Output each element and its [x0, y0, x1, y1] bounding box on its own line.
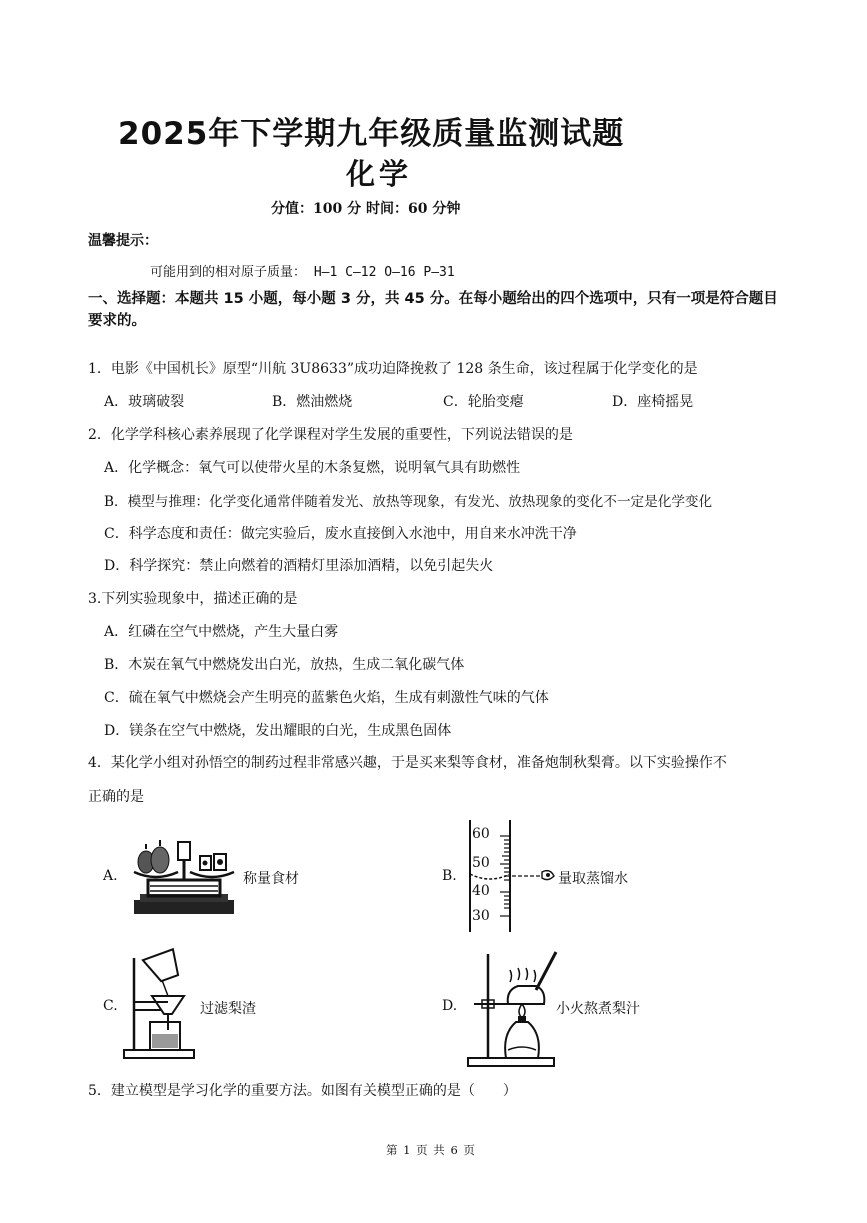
- cylinder-mark-50: 50: [472, 855, 490, 871]
- q2-option-d: D．科学探究：禁止向燃着的酒精灯里添加酒精，以免引起失火: [104, 558, 494, 574]
- cylinder-mark-30: 30: [472, 908, 490, 924]
- question-1-stem: 1．电影《中国机长》原型“川航 3U8633”成功迫降挽救了 128 条生命，该过程属于化学变化的是: [88, 361, 698, 377]
- q3-option-d: D．镁条在空气中燃烧，发出耀眼的白光，生成黑色固体: [104, 723, 452, 739]
- figure-a-label: A.: [103, 868, 118, 884]
- figure-c-label: C.: [103, 998, 118, 1014]
- q3-option-a: A．红磷在空气中燃烧，产生大量白雾: [104, 624, 339, 640]
- figure-d-caption: 小火熬煮梨汁: [556, 1001, 640, 1017]
- q1-option-c: C．轮胎变瘪: [443, 394, 524, 410]
- q2-option-c: C．科学态度和责任：做完实验后，废水直接倒入水池中，用自来水冲洗干净: [104, 526, 577, 542]
- score-time: 分值：100 分 时间：60 分钟: [271, 201, 461, 217]
- atomic-masses: 可能用到的相对原子质量： H—1 C—12 O—16 P—31: [150, 265, 455, 280]
- cylinder-mark-40: 40: [472, 883, 490, 899]
- figure-b-caption: 量取蒸馏水: [558, 871, 628, 887]
- section-heading: 一、选择题：本题共 15 小题，每小题 3 分，共 45 分。在每小题给出的四个选项中，只有一项是符合题目要求的。: [88, 291, 778, 329]
- q1-option-b: B．燃油燃烧: [272, 394, 353, 410]
- alcohol-lamp-heating-icon: [466, 950, 558, 1070]
- figure-b-label: B.: [442, 868, 457, 884]
- cylinder-mark-60: 60: [472, 826, 490, 842]
- q1-option-d: D．座椅摇晃: [612, 394, 694, 410]
- q2-option-b: B．模型与推理：化学变化通常伴随着发光、放热等现象，有发光、放热现象的变化不一定是化学变化: [104, 494, 713, 510]
- figure-d-label: D.: [442, 998, 458, 1014]
- question-4-stem-line2: 正确的是: [88, 789, 144, 805]
- q3-option-c: C．硫在氧气中燃烧会产生明亮的蓝紫色火焰，生成有刺激性气味的气体: [104, 690, 549, 706]
- figure-c-caption: 过滤梨渣: [200, 1001, 256, 1017]
- balance-icon: [128, 832, 240, 918]
- question-2-stem: 2．化学学科核心素养展现了化学课程对学生发展的重要性，下列说法错误的是: [88, 427, 573, 443]
- page-number: 第 1 页 共 6 页: [386, 1143, 476, 1157]
- question-4-stem-line1: 4．某化学小组对孙悟空的制药过程非常感兴趣，于是买来梨等食材，准备炮制秋梨膏。以下实验操作不: [88, 755, 727, 771]
- question-3-stem: 3.下列实验现象中，描述正确的是: [88, 591, 298, 607]
- q1-option-a: A．玻璃破裂: [104, 394, 185, 410]
- question-5-stem: 5．建立模型是学习化学的重要方法。如图有关模型正确的是（ ）: [88, 1083, 517, 1099]
- figure-a-caption: 称量食材: [243, 871, 299, 887]
- q3-option-b: B．木炭在氧气中燃烧发出白光，放热，生成二氧化碳气体: [104, 657, 465, 673]
- filtration-apparatus-icon: [122, 950, 202, 1060]
- tip-label: 温馨提示：: [88, 233, 158, 249]
- q2-option-a: A．化学概念：氧气可以使带火星的木条复燃，说明氧气具有助燃性: [104, 460, 521, 476]
- subject-title: 化学: [346, 157, 413, 191]
- exam-title: 2025年下学期九年级质量监测试题: [118, 116, 625, 152]
